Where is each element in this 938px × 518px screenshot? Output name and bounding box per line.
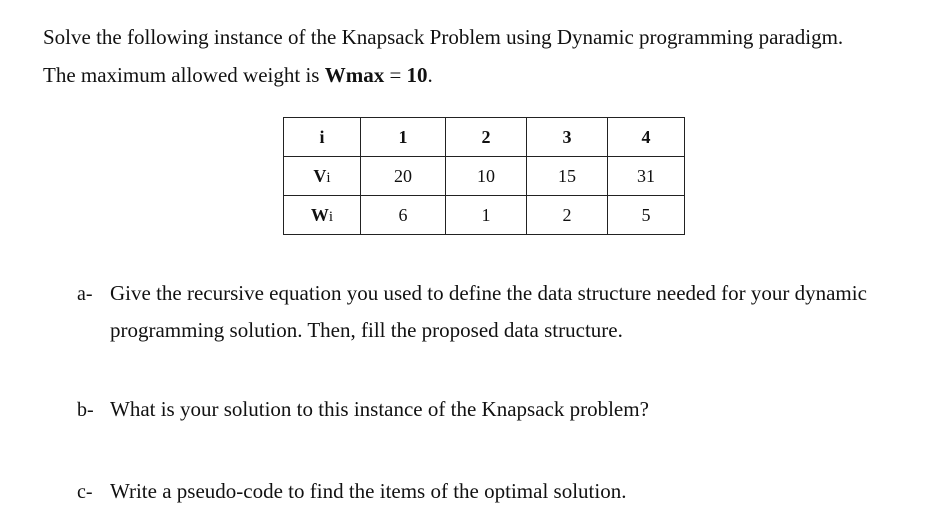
max-weight-value: 10 [406, 63, 428, 87]
weight-cell-item-4: 5 [608, 196, 685, 235]
row-label-weights-main: W [310, 204, 329, 225]
question-c-text: Write a pseudo-code to find the items of the optimal solution. [110, 479, 627, 503]
knapsack-items-table [283, 117, 685, 235]
question-b-label: b- [77, 399, 94, 421]
table-header-row [284, 118, 685, 157]
weight-cell-item-2: 1 [446, 196, 527, 235]
header-cell-item-3: 3 [527, 118, 608, 157]
weight-cell-item-1: 6 [361, 196, 446, 235]
weight-cell-item-3: 2 [527, 196, 608, 235]
question-a-label: a- [77, 283, 93, 305]
table-row-weights [284, 196, 685, 235]
row-label-values-sub: i [326, 169, 331, 186]
problem-statement: Solve the following instance of the Knapsack Problem using Dynamic programming paradigm. [43, 25, 844, 49]
row-label-values-main: V [313, 165, 327, 186]
max-weight-statement [43, 63, 433, 87]
row-label-values [284, 157, 361, 196]
header-cell-item-4: 4 [608, 118, 685, 157]
value-cell-item-2: 10 [446, 157, 527, 196]
header-cell-i: i [284, 118, 361, 157]
table-row-values [284, 157, 685, 196]
question-b-text: What is your solution to this instance of the Knapsack problem? [110, 397, 649, 421]
question-c-label: c- [77, 481, 93, 503]
question-a-text-line1: Give the recursive equation you used to define the data structure needed for your dynamic [110, 281, 867, 305]
header-cell-item-1: 1 [361, 118, 446, 157]
row-label-weights-sub: i [328, 208, 334, 225]
max-weight-prefix: The maximum allowed weight is [43, 63, 325, 87]
value-cell-item-3: 15 [527, 157, 608, 196]
max-weight-equals: = [384, 63, 407, 87]
value-cell-item-4: 31 [608, 157, 685, 196]
row-label-weights [284, 196, 361, 235]
max-weight-variable: Wmax [324, 63, 385, 87]
header-cell-item-2: 2 [446, 118, 527, 157]
value-cell-item-1: 20 [361, 157, 446, 196]
max-weight-suffix: . [427, 63, 433, 87]
question-a-text-line2: programming solution. Then, fill the proposed data structure. [110, 318, 623, 342]
